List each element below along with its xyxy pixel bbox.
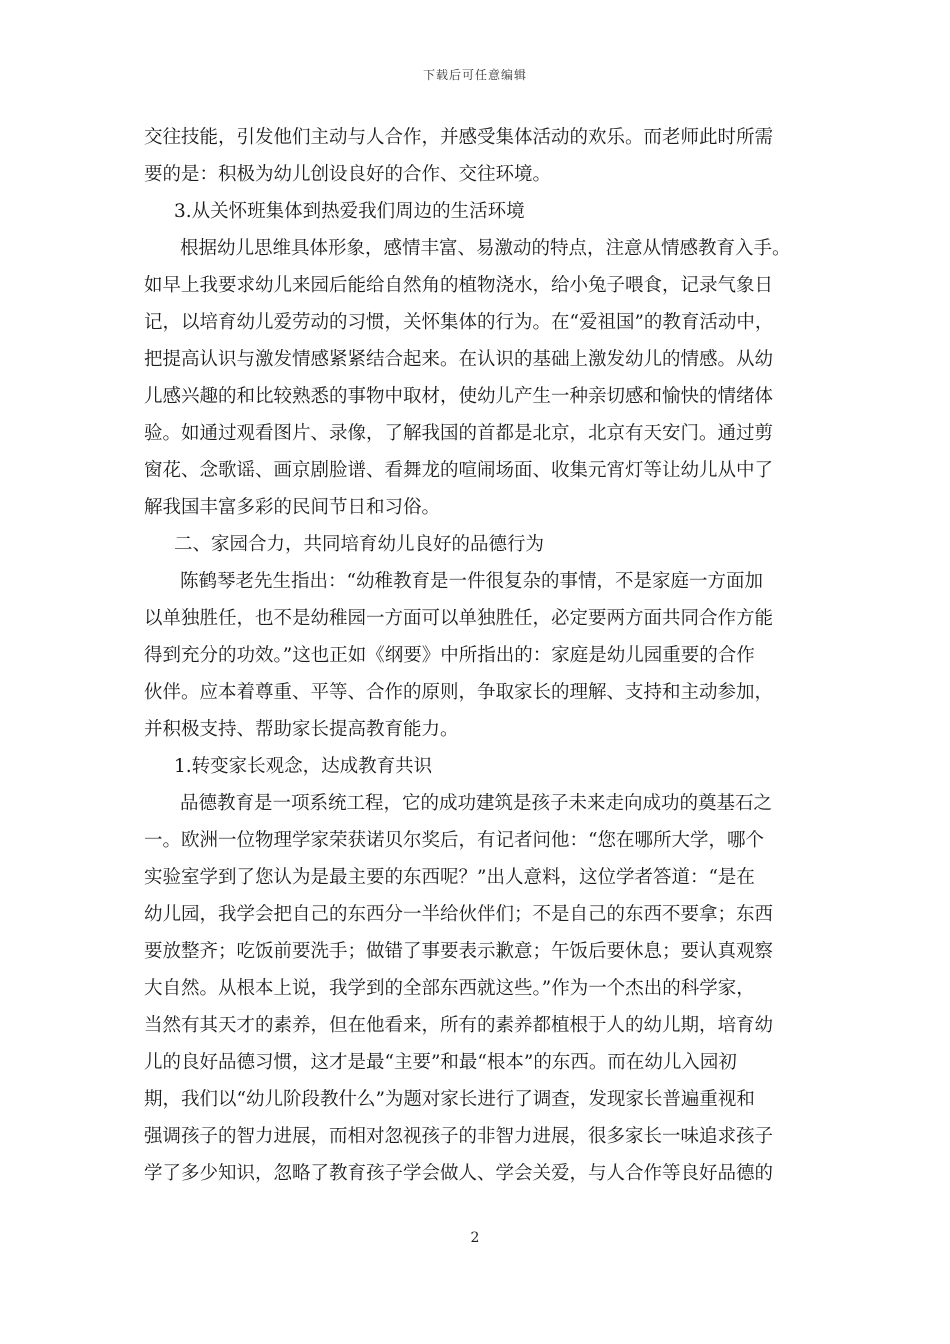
text-line: 解我国丰富多彩的民间节日和习俗。: [144, 497, 441, 518]
text-line: 品德教育是一项系统工程，它的成功建筑是孩子未来走向成功的奠基石之: [180, 793, 773, 814]
text-line: 学了多少知识，忽略了教育孩子学会做人、学会关爱，与人合作等良好品德的: [144, 1163, 774, 1184]
section-heading: 3.从关怀班集体到热爱我们周边的生活环境: [174, 201, 525, 222]
text-line: 强调孩子的智力进展，而相对忽视孩子的非智力进展，很多家长一味追求孩子: [144, 1126, 774, 1147]
text-line: 陈鹤琴老先生指出：“幼稚教育是一件很复杂的事情，不是家庭一方面加: [180, 571, 763, 592]
text-line: 期，我们以“幼儿阶段教什么”为题对家长进行了调查，发现家长普遍重视和: [144, 1089, 755, 1110]
text-line: 记，以培育幼儿爱劳动的习惯，关怀集体的行为。在“爱祖国”的教育活动中，: [144, 312, 774, 333]
page-header: 下载后可任意编辑: [422, 68, 527, 82]
text-line: 实验室学到了您认为是最主要的东西呢？”出人意料，这位学者答道：“是在: [144, 867, 755, 888]
text-line: 并积极支持、帮助家长提高教育能力。: [144, 719, 459, 740]
text-line: 要放整齐；吃饭前要洗手；做错了事要表示歉意；午饭后要休息；要认真观察: [144, 941, 774, 962]
text-line: 以单独胜任，也不是幼稚园一方面可以单独胜任，必定要两方面共同合作方能: [144, 608, 774, 629]
section-heading: 二、家园合力，共同培育幼儿良好的品德行为: [174, 534, 545, 555]
text-line: 儿感兴趣的和比较熟悉的事物中取材，使幼儿产生一种亲切感和愉快的情绪体: [144, 386, 774, 407]
text-line: 如早上我要求幼儿来园后能给自然角的植物浇水，给小兔子喂食，记录气象日: [144, 275, 774, 296]
document-body: [144, 119, 808, 1192]
text-line: 交往技能，引发他们主动与人合作，并感受集体活动的欢乐。而老师此时所需: [144, 127, 774, 148]
text-line: 一。欧洲一位物理学家荣获诺贝尔奖后，有记者问他：“您在哪所大学，哪个: [144, 830, 764, 851]
text-line: 伙伴。应本着尊重、平等、合作的原则，争取家长的理解、支持和主动参加，: [144, 682, 774, 703]
text-line: 幼儿园，我学会把自己的东西分一半给伙伴们；不是自己的东西不要拿；东西: [144, 904, 774, 925]
text-line: 儿的良好品德习惯，这才是最“主要”和最“根本”的东西。而在幼儿入园初: [144, 1052, 737, 1073]
text-line: 要的是：积极为幼儿创设良好的合作、交往环境。: [144, 164, 552, 185]
page-number: 2: [470, 1230, 480, 1246]
text-line: 把提高认识与激发情感紧紧结合起来。在认识的基础上激发幼儿的情感。从幼: [144, 349, 774, 370]
text-line: 得到充分的功效。”这也正如《纲要》中所指出的：家庭是幼儿园重要的合作: [144, 645, 755, 666]
text-line: 根据幼儿思维具体形象，感情丰富、易激动的特点，注意从情感教育入手。: [180, 238, 791, 259]
text-line: 验。如通过观看图片、录像，了解我国的首都是北京，北京有天安门。通过剪: [144, 423, 774, 444]
text-line: 大自然。从根本上说，我学到的全部东西就这些。”作为一个杰出的科学家，: [144, 978, 755, 999]
section-heading: 1.转变家长观念，达成教育共识: [174, 756, 433, 777]
text-line: 当然有其天才的素养，但在他看来，所有的素养都植根于人的幼儿期，培育幼: [144, 1015, 774, 1036]
text-line: 窗花、念歌谣、画京剧脸谱、看舞龙的喧闹场面、收集元宵灯等让幼儿从中了: [144, 460, 774, 481]
